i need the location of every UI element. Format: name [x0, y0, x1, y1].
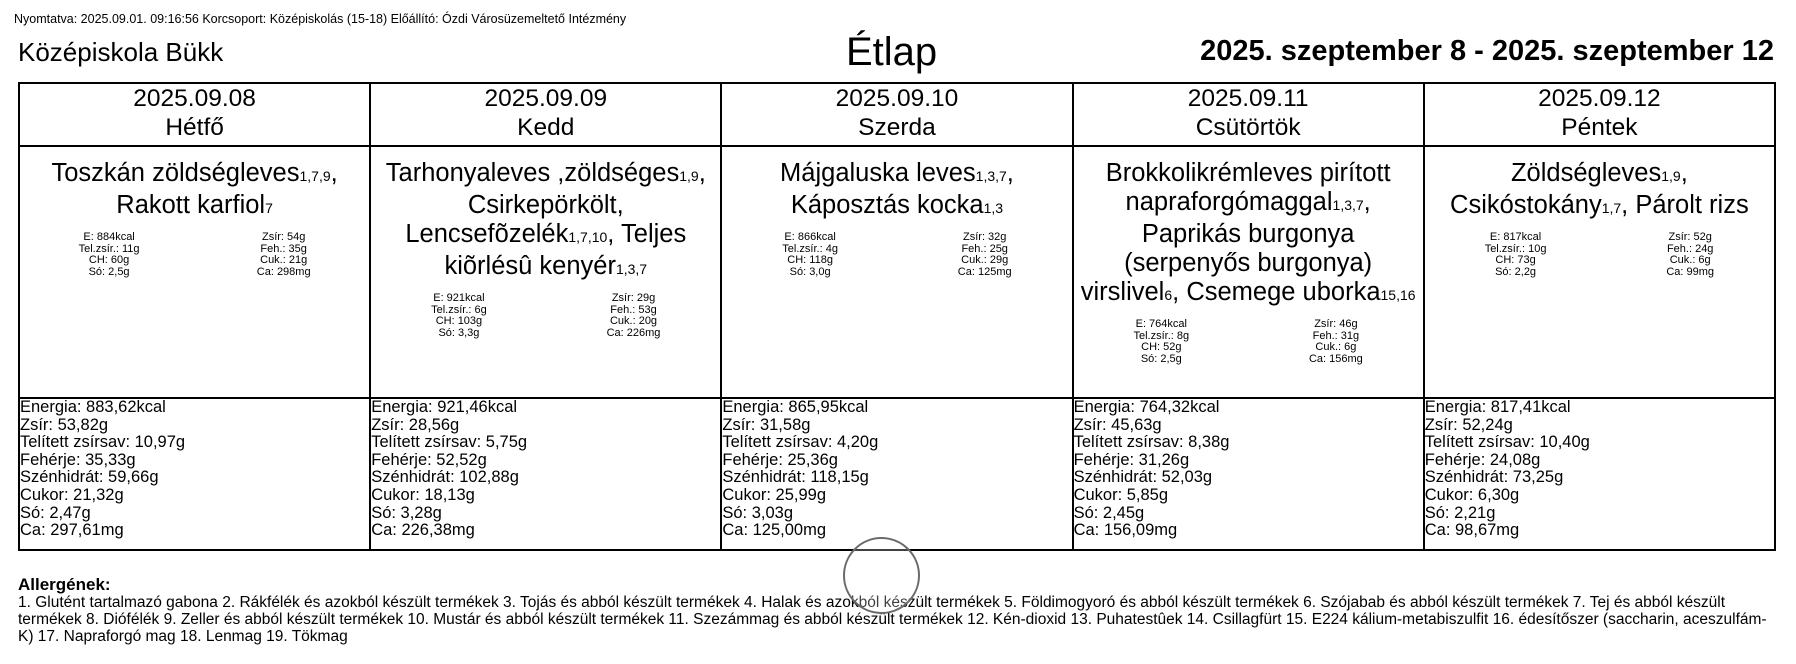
dish-name: Paprikás burgonya (serpenyős burgonya) virslivel: [1080, 220, 1373, 306]
cursor-circle: [843, 537, 920, 614]
dish-cell: [370, 146, 721, 398]
summary-calcium: Ca: 99mg: [1666, 265, 1715, 278]
nutrition-fat: Zsír: 31,58g: [722, 415, 811, 434]
dish-name: Csemege uborka: [1186, 278, 1381, 306]
nutrition-protein: Fehérje: 52,52g: [371, 450, 487, 469]
nutrition-cell: [1073, 398, 1424, 550]
nutrition-salt: Só: 3,28g: [371, 503, 442, 522]
nutrition-fat: Zsír: 28,56g: [371, 415, 460, 434]
nutrition-sugar: Cukor: 25,99g: [722, 485, 827, 504]
school-name: Középiskola Bükk: [18, 37, 224, 67]
summary-col-right: [257, 232, 311, 278]
nutrition-summary: [371, 293, 720, 339]
day-header: [721, 83, 1072, 146]
page-title: Étlap: [846, 30, 938, 74]
summary-fat: Zsír: 54g: [261, 231, 306, 243]
nutrition-carbs: Szénhidrát: 102,88g: [371, 468, 519, 487]
summary-salt: Só: 2,2g: [1495, 265, 1537, 278]
nutrition-cell: [19, 398, 370, 550]
dish-separator: ,: [330, 159, 338, 187]
summary-col-left: [1485, 232, 1547, 278]
dish-name: Káposztás kocka: [790, 191, 984, 219]
dish-allergens: 1,9: [1661, 168, 1681, 184]
dish-allergens: 1,7: [1601, 200, 1622, 216]
nutrition-carbs: Szénhidrát: 52,03g: [1073, 468, 1213, 487]
nutrition-energy: Energia: 883,62kcal: [20, 398, 166, 416]
nutrition-protein: Fehérje: 31,26g: [1073, 450, 1190, 469]
summary-energy: E: 866kcal: [784, 231, 836, 243]
nutrition-cell: [721, 398, 1072, 550]
dish-name: Teljes kiõrlésû kenyér: [444, 220, 687, 280]
day-date: 2025.09.10: [835, 85, 959, 112]
dish-allergens: 6: [1164, 287, 1173, 303]
nutrition-cell: [1424, 398, 1775, 550]
day-header: [1073, 83, 1424, 146]
summary-sugar: Cuk.: 21g: [260, 254, 308, 266]
nutrition-salt: Só: 2,45g: [1073, 503, 1145, 522]
day-header: [370, 83, 721, 146]
nutrition-sugar: Cukor: 5,85g: [1073, 485, 1169, 504]
nutrition-calcium: Ca: 226,38mg: [371, 521, 475, 540]
nutrition-fat: Zsír: 52,24g: [1424, 415, 1513, 434]
allergens-heading: Allergének:: [18, 575, 111, 594]
dish-name: Májgaluska leves: [780, 159, 976, 187]
day-date: 2025.09.12: [1538, 85, 1661, 112]
summary-sat-fat: Tel.zsír.: 6g: [431, 303, 487, 316]
summary-protein: Feh.: 35g: [260, 242, 307, 255]
summary-carbs: CH: 60g: [88, 254, 130, 266]
summary-col-right: [1309, 319, 1363, 365]
day-weekday: Hétfő: [165, 114, 224, 141]
summary-energy: E: 764kcal: [1135, 318, 1187, 330]
summary-col-left: [1133, 319, 1189, 365]
date-range: 2025. szeptember 8 - 2025. szeptember 12: [1200, 35, 1774, 67]
nutrition-sat-fat: Telített zsírsav: 5,75g: [371, 433, 528, 452]
day-date: 2025.09.08: [133, 85, 256, 112]
nutrition-summary: [1425, 232, 1774, 278]
summary-carbs: CH: 103g: [435, 315, 483, 327]
nutrition-carbs: Szénhidrát: 73,25g: [1424, 468, 1564, 487]
summary-sugar: Cuk.: 6g: [1669, 254, 1711, 266]
summary-calcium: Ca: 298mg: [256, 265, 311, 278]
dish-name: Zöldségleves: [1510, 159, 1662, 187]
dish-separator: ,: [1006, 159, 1014, 187]
summary-sugar: Cuk.: 29g: [961, 254, 1009, 266]
summary-calcium: Ca: 226mg: [606, 326, 661, 339]
day-header: [1424, 83, 1775, 146]
day-weekday: Kedd: [517, 114, 575, 141]
dish-separator: ,: [1363, 188, 1371, 216]
summary-carbs: CH: 73g: [1495, 254, 1536, 266]
dish-separator: ,: [607, 220, 622, 248]
dish-allergens: 15,16: [1380, 287, 1416, 303]
dish-name: Tarhonyaleves ,zöldséges: [385, 159, 680, 187]
summary-protein: Feh.: 31g: [1312, 329, 1360, 342]
dish-separator: ,: [698, 159, 706, 187]
summary-col-right: [1666, 232, 1714, 278]
summary-fat: Zsír: 52g: [1668, 231, 1712, 243]
day-header: [19, 83, 370, 146]
summary-col-left: [782, 232, 838, 278]
dish-text: [20, 147, 369, 223]
dish-cell: [721, 146, 1072, 398]
nutrition-sat-fat: Telített zsírsav: 8,38g: [1073, 433, 1230, 452]
nutrition-energy: Energia: 865,95kcal: [722, 398, 869, 416]
print-info: Nyomtatva: 2025.09.01. 09:16:56 Korcsoport: Középiskolás (15-18) Előállító: Ózdi Városüzemeltető Intézmény: [14, 12, 627, 26]
nutrition-carbs: Szénhidrát: 59,66g: [20, 468, 159, 487]
dish-separator: ,: [1621, 191, 1636, 219]
summary-fat: Zsír: 29g: [611, 292, 656, 304]
nutrition-sat-fat: Telített zsírsav: 4,20g: [722, 433, 879, 452]
summary-protein: Feh.: 24g: [1666, 242, 1714, 255]
dish-allergens: 1,3: [983, 200, 1004, 216]
nutrition-carbs: Szénhidrát: 118,15g: [722, 468, 869, 487]
dish-allergens: 1,9: [679, 168, 699, 184]
nutrition-fat: Zsír: 53,82g: [20, 415, 109, 434]
nutrition-protein: Fehérje: 24,08g: [1424, 450, 1541, 469]
day-weekday: Szerda: [858, 114, 936, 141]
nutrition-energy: Energia: 817,41kcal: [1424, 398, 1571, 416]
dish-name: Lencsefõzelék: [405, 220, 569, 248]
summary-energy: E: 817kcal: [1489, 231, 1542, 243]
nutrition-sat-fat: Telített zsírsav: 10,40g: [1424, 433, 1590, 452]
dish-cell: [19, 146, 370, 398]
dish-text: [1425, 147, 1774, 223]
summary-sat-fat: Tel.zsír.: 11g: [78, 242, 140, 255]
dish-separator: ,: [616, 191, 624, 219]
summary-calcium: Ca: 156mg: [1308, 352, 1363, 365]
dish-separator: ,: [1680, 159, 1688, 187]
nutrition-sat-fat: Telített zsírsav: 10,97g: [20, 433, 186, 452]
summary-salt: Só: 2,5g: [1140, 352, 1182, 365]
nutrition-protein: Fehérje: 25,36g: [722, 450, 838, 469]
nutrition-sugar: Cukor: 18,13g: [371, 485, 475, 504]
dish-cell: [1424, 146, 1775, 398]
nutrition-sugar: Cukor: 21,32g: [20, 485, 124, 504]
summary-col-left: [431, 293, 487, 339]
dish-separator: ,: [1172, 278, 1187, 306]
dish-allergens: 7: [265, 200, 273, 216]
summary-salt: Só: 3,3g: [438, 326, 480, 339]
dish-name: Toszkán zöldségleves: [51, 159, 300, 187]
dish-allergens: 1,3,7: [1332, 197, 1364, 213]
nutrition-salt: Só: 2,21g: [1424, 503, 1496, 522]
summary-sat-fat: Tel.zsír.: 10g: [1484, 242, 1547, 255]
nutrition-salt: Só: 2,47g: [20, 503, 91, 522]
dish-allergens: 1,3,7: [615, 261, 648, 277]
nutrition-calcium: Ca: 125,00mg: [722, 521, 827, 540]
dish-text: [371, 147, 720, 284]
summary-protein: Feh.: 53g: [610, 303, 657, 316]
summary-carbs: CH: 52g: [1141, 341, 1182, 353]
dish-name: Csirkepörkölt: [467, 191, 617, 219]
dish-allergens: 1,7,9: [299, 168, 331, 184]
dish-text: [722, 147, 1071, 223]
nutrition-calcium: Ca: 98,67mg: [1424, 521, 1520, 540]
dish-cell: [1073, 146, 1424, 398]
summary-energy: E: 921kcal: [433, 292, 485, 304]
summary-col-right: [607, 293, 661, 339]
dish-allergens: 1,7,10: [568, 229, 608, 245]
summary-calcium: Ca: 125mg: [957, 265, 1012, 278]
summary-carbs: CH: 118g: [787, 254, 833, 266]
nutrition-energy: Energia: 921,46kcal: [371, 398, 518, 416]
nutrition-summary: [722, 232, 1071, 278]
summary-col-right: [958, 232, 1012, 278]
day-weekday: Csütörtök: [1195, 114, 1301, 141]
dish-name: Brokkolikrémleves pirított napraforgómaggal: [1105, 159, 1391, 216]
nutrition-calcium: Ca: 297,61mg: [20, 521, 124, 540]
day-date: 2025.09.09: [484, 85, 608, 112]
nutrition-fat: Zsír: 45,63g: [1073, 415, 1162, 434]
day-date: 2025.09.11: [1187, 85, 1309, 112]
nutrition-row: [19, 398, 1775, 550]
summary-protein: Feh.: 25g: [961, 242, 1008, 255]
summary-fat: Zsír: 46g: [1314, 318, 1358, 330]
nutrition-calcium: Ca: 156,09mg: [1073, 521, 1178, 540]
summary-energy: E: 884kcal: [83, 231, 135, 243]
dish-name: Párolt rizs: [1635, 191, 1749, 219]
day-header-row: [19, 83, 1775, 146]
nutrition-protein: Fehérje: 35,33g: [20, 450, 136, 469]
nutrition-energy: Energia: 764,32kcal: [1073, 398, 1220, 416]
nutrition-cell: [370, 398, 721, 550]
summary-sat-fat: Tel.zsír.: 4g: [782, 242, 838, 255]
summary-salt: Só: 3,0g: [789, 265, 831, 278]
nutrition-summary: [20, 232, 369, 278]
dish-name: Csikóstokány: [1450, 191, 1602, 219]
summary-sugar: Cuk.: 6g: [1315, 341, 1357, 353]
dish-row: [19, 146, 1775, 398]
dish-allergens: 1,3,7: [975, 168, 1007, 184]
summary-fat: Zsír: 32g: [963, 231, 1007, 243]
day-weekday: Péntek: [1561, 114, 1638, 141]
dish-name: Rakott karfiol: [116, 191, 266, 219]
summary-col-left: [79, 232, 140, 278]
summary-salt: Só: 2,5g: [88, 265, 130, 278]
summary-sat-fat: Tel.zsír.: 8g: [1133, 329, 1190, 342]
nutrition-summary: [1074, 319, 1423, 365]
dish-text: [1074, 147, 1423, 310]
summary-sugar: Cuk.: 20g: [609, 315, 658, 327]
allergens-legend: 1. Glutént tartalmazó gabona 2. Rákfélék és azokból készült termékek 3. Tojás és abból készült termékek 4. Halak és azokból készült termékek 5. Földimogyoró és abból készült termékek 6. Szójabab és abból készült termékek 7. Tej és abból készült termékek 8. Diófélék 9. Zeller és abból készült termékek 10. Mustár és abból készült termékek 11. Szezámmag és abból készült termékek 12. Kén-dioxid 13. Puhatestûek 14. Csillagfürt 15. E224 kálium-metabiszulfit 16. édesítőszer (saccharin, aceszulfám-K) 17. Napraforgó mag 18. Lenmag 19. Tökmag: [18, 594, 1767, 645]
nutrition-sugar: Cukor: 6,30g: [1424, 485, 1520, 504]
nutrition-salt: Só: 3,03g: [722, 503, 794, 522]
menu-table: [18, 82, 1776, 551]
